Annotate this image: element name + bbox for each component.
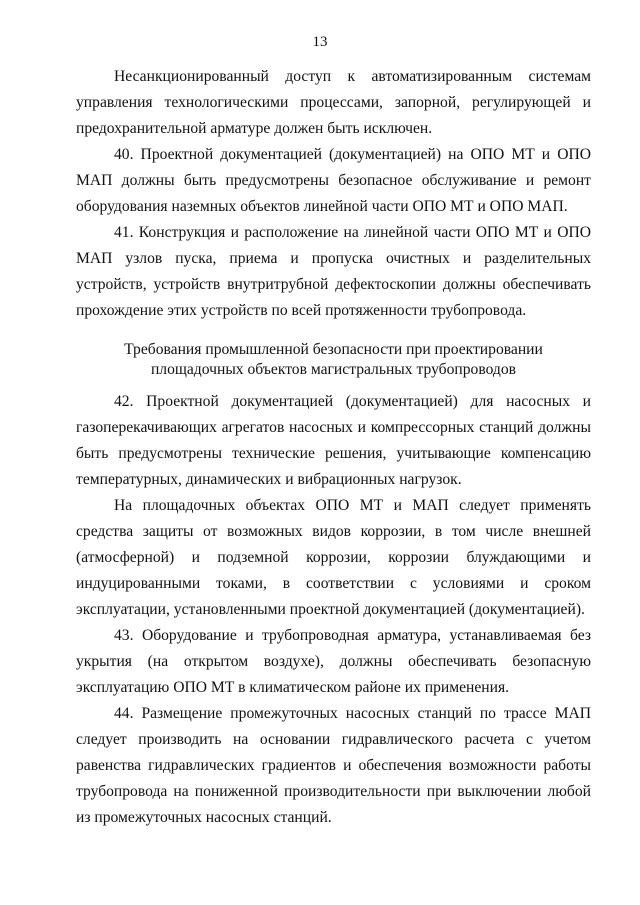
paragraph-corrosion-protection: На площадочных объектах ОПО МТ и МАП следует применять средства защиты от возможных видов коррозии, в том числе внешней (атмосферной) и подземной коррозии, коррозии блуждающими и индуцированными токами, в соответствии с условиями и сроком эксплуатации, установленными проектной документацией (документацией). — [76, 497, 591, 618]
section-heading-line-2: площадочных объектов магистральных трубопроводов — [150, 361, 517, 378]
paragraph-44: 44. Размещение промежуточных насосных станций по трассе МАП следует производить на основании гидравлического расчета с учетом равенства гидравлических градиентов и обеспечения возможности работы трубопровода на пониженной производительности при выключении любой из промежуточных насосных станций. — [76, 705, 591, 826]
top-text-block — [76, 64, 591, 324]
page-number: 13 — [312, 34, 328, 50]
paragraph-41: 41. Конструкция и расположение на линейной части ОПО МТ и ОПО МАП узлов пуска, приема и пропуска очистных и разделительных устройств, устройств внутритрубной дефектоскопии должны обеспечивать прохождение этих устройств по всей протяженности трубопровода. — [76, 224, 591, 319]
paragraph-40: 40. Проектной документацией (документацией) на ОПО МТ и ОПО МАП должны быть предусмотрены безопасное обслуживание и ремонт оборудования наземных объектов линейной части ОПО МТ и ОПО МАП. — [76, 146, 591, 215]
bottom-text-block — [76, 389, 591, 831]
paragraph-unauthorized-access: Несанкционированный доступ к автоматизированным системам управления технологическими процессами, запорной, регулирующей и предохранительной арматуре должен быть исключен. — [76, 68, 591, 137]
paragraph-42: 42. Проектной документацией (документацией) для насосных и газоперекачивающих агрегатов насосных и компрессорных станций должны быть предусмотрены технические решения, учитывающие компенсацию температурных, динамических и вибрационных нагрузок. — [76, 393, 591, 488]
paragraph-43: 43. Оборудование и трубопроводная арматура, устанавливаемая без укрытия (на открытом воздухе), должны обеспечивать безопасную эксплуатацию ОПО МТ в климатическом районе их применения. — [76, 627, 591, 696]
section-heading — [76, 340, 591, 380]
section-heading-line-1: Требования промышленной безопасности при проектировании — [124, 341, 543, 358]
